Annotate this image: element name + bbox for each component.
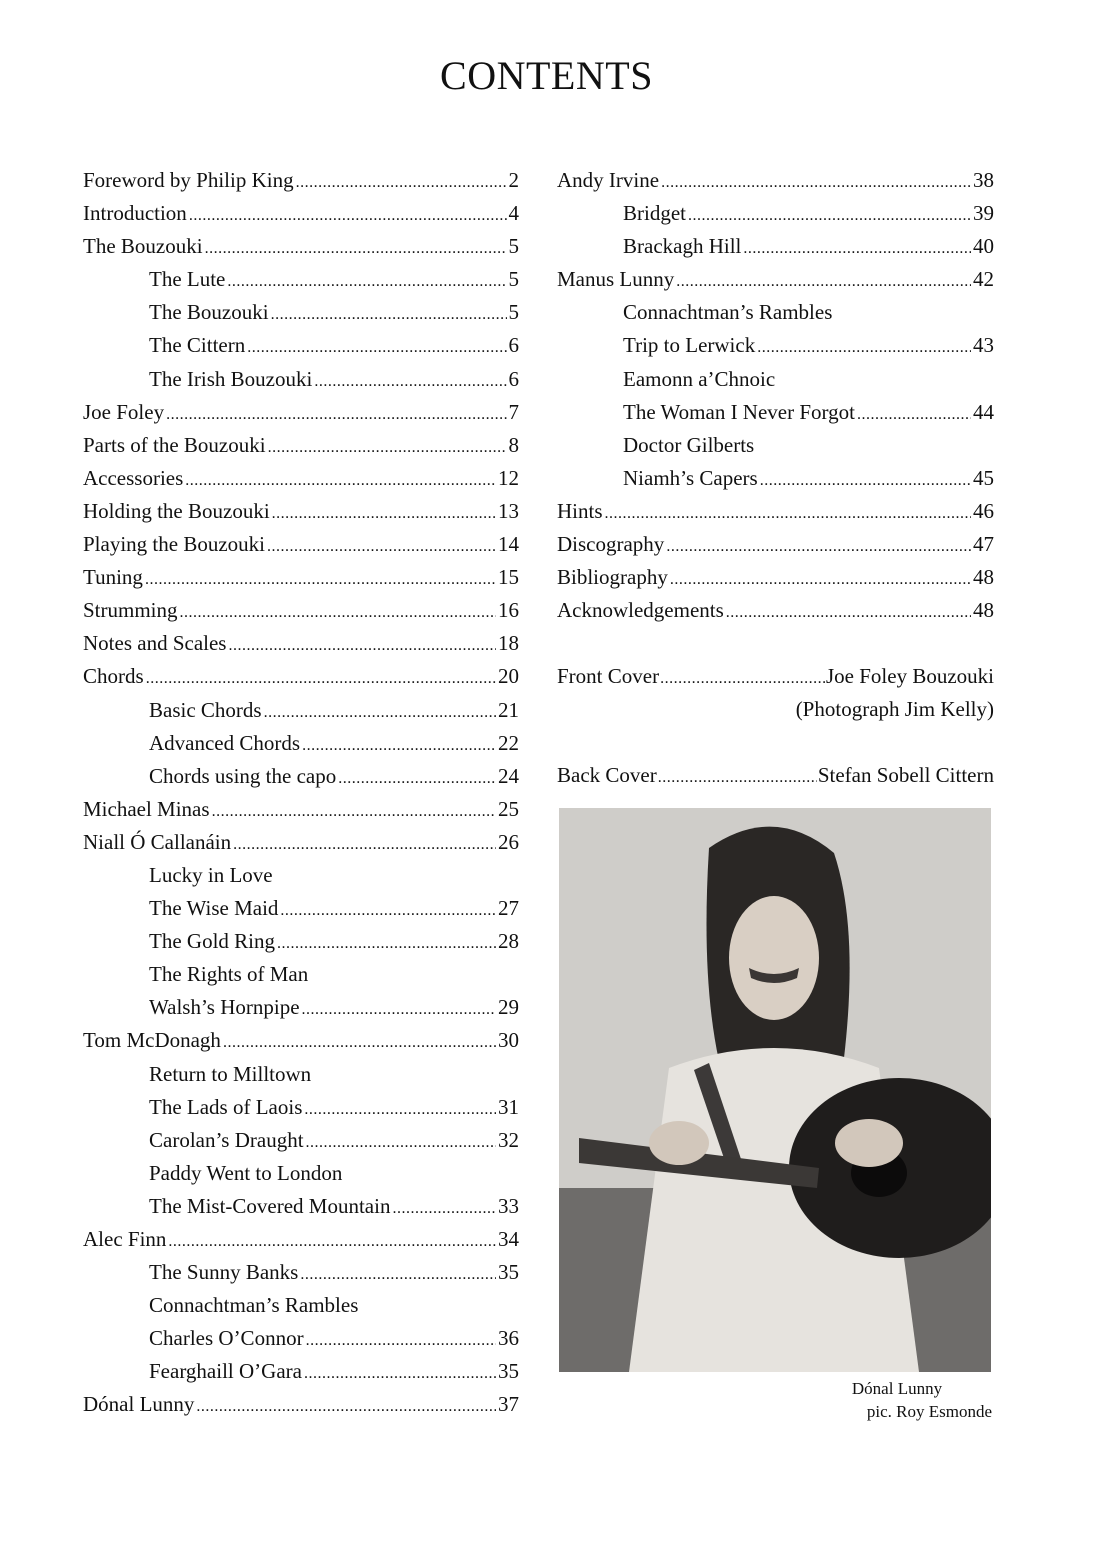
toc-entry bbox=[557, 201, 994, 234]
toc-entry-page: 5 bbox=[508, 300, 519, 325]
toc-entry-page: 31 bbox=[498, 1094, 519, 1119]
back-cover-row bbox=[557, 763, 994, 796]
toc-entry-title: The Rights of Man bbox=[149, 962, 309, 987]
leader-dots bbox=[189, 207, 507, 225]
toc-entry-title: Dónal Lunny bbox=[83, 1392, 195, 1417]
toc-entry-title: Tom McDonagh bbox=[83, 1028, 221, 1053]
toc-entry-title: Hints bbox=[557, 498, 603, 523]
toc-entry bbox=[557, 598, 994, 631]
toc-entry bbox=[557, 333, 994, 366]
toc-entry-title: Tuning bbox=[83, 565, 143, 590]
toc-entry-title: Bibliography bbox=[557, 565, 668, 590]
toc-entry-title: The Mist-Covered Mountain bbox=[149, 1193, 391, 1218]
toc-entry bbox=[557, 300, 994, 333]
leader-dots bbox=[168, 1233, 496, 1251]
toc-entry bbox=[83, 830, 519, 863]
toc-entry-page: 35 bbox=[498, 1359, 519, 1384]
toc-entry-page: 21 bbox=[498, 697, 519, 722]
toc-entry-title: The Cittern bbox=[149, 333, 246, 358]
toc-entry bbox=[83, 300, 519, 333]
leader-dots bbox=[212, 803, 496, 821]
musician-photo bbox=[559, 808, 991, 1372]
toc-entry bbox=[83, 234, 519, 267]
toc-entry-title: The Bouzouki bbox=[149, 300, 269, 325]
toc-entry-title: Paddy Went to London bbox=[149, 1160, 343, 1185]
toc-entry-page: 14 bbox=[498, 532, 519, 557]
toc-entry-title: Connachtman’s Rambles bbox=[149, 1293, 359, 1318]
toc-entry-page: 42 bbox=[973, 267, 994, 292]
toc-entry bbox=[83, 499, 519, 532]
toc-entry-page: 36 bbox=[498, 1326, 519, 1351]
leader-dots bbox=[302, 1001, 496, 1019]
back-cover-value: Stefan Sobell Cittern bbox=[817, 763, 994, 788]
toc-entry bbox=[83, 598, 519, 631]
toc-entry-title: Strumming bbox=[83, 598, 178, 623]
page-title: CONTENTS bbox=[440, 53, 653, 98]
leader-dots bbox=[726, 604, 971, 622]
toc-entry bbox=[83, 764, 519, 797]
leader-dots bbox=[267, 538, 496, 556]
toc-entry-page: 38 bbox=[973, 168, 994, 192]
toc-entry bbox=[83, 466, 519, 499]
toc-entry bbox=[557, 532, 994, 565]
toc-entry-page: 33 bbox=[498, 1193, 519, 1218]
toc-entry-page: 15 bbox=[498, 565, 519, 590]
leader-dots bbox=[268, 439, 507, 457]
leader-dots bbox=[757, 339, 971, 357]
leader-dots bbox=[666, 538, 971, 556]
toc-entry-title: The Bouzouki bbox=[83, 234, 203, 259]
toc-entry-page: 32 bbox=[498, 1127, 519, 1152]
toc-entry bbox=[83, 995, 519, 1028]
toc-entry-page: 22 bbox=[498, 730, 519, 755]
toc-entry-page: 6 bbox=[508, 333, 519, 358]
leader-dots bbox=[392, 1200, 496, 1218]
toc-entry-title: The Woman I Never Forgot bbox=[623, 399, 855, 424]
toc-entry bbox=[557, 433, 994, 466]
toc-entry bbox=[83, 433, 519, 466]
toc-entry-title: Introduction bbox=[83, 201, 187, 226]
toc-entry-title: The Sunny Banks bbox=[149, 1260, 299, 1285]
toc-entry-title: The Gold Ring bbox=[149, 929, 275, 954]
toc-entry bbox=[557, 565, 994, 598]
toc-entry bbox=[83, 1194, 519, 1227]
leader-dots bbox=[271, 306, 507, 324]
leader-dots bbox=[277, 935, 496, 953]
toc-entry bbox=[83, 698, 519, 731]
toc-entry-page: 24 bbox=[498, 763, 519, 788]
toc-entry bbox=[83, 201, 519, 234]
toc-entry bbox=[83, 1161, 519, 1194]
toc-entry-title: Walsh’s Hornpipe bbox=[149, 995, 300, 1020]
toc-entry bbox=[557, 267, 994, 300]
toc-entry-page: 27 bbox=[498, 896, 519, 921]
toc-entry bbox=[557, 400, 994, 433]
toc-entry-title: Parts of the Bouzouki bbox=[83, 432, 266, 457]
leader-dots bbox=[760, 472, 971, 490]
toc-entry bbox=[83, 1293, 519, 1326]
leader-dots bbox=[300, 1266, 496, 1284]
toc-entry-page: 29 bbox=[498, 995, 519, 1020]
leader-dots bbox=[306, 1134, 496, 1152]
toc-entry bbox=[83, 1028, 519, 1061]
leader-dots bbox=[304, 1101, 496, 1119]
toc-entry bbox=[557, 234, 994, 267]
toc-entry-page: 5 bbox=[508, 267, 519, 292]
leader-dots bbox=[658, 769, 817, 787]
toc-entry bbox=[557, 168, 994, 201]
toc-entry-page: 5 bbox=[508, 234, 519, 259]
leader-dots bbox=[185, 472, 496, 490]
leader-dots bbox=[272, 505, 496, 523]
toc-entry-title: Charles O’Connor bbox=[149, 1326, 304, 1351]
toc-entry-page: 25 bbox=[498, 796, 519, 821]
toc-entry-page: 8 bbox=[508, 432, 519, 457]
toc-entry-page: 44 bbox=[973, 399, 994, 424]
toc-entry bbox=[83, 367, 519, 400]
toc-entry-title: Notes and Scales bbox=[83, 631, 227, 656]
toc-entry-page: 30 bbox=[498, 1028, 519, 1053]
leader-dots bbox=[857, 406, 971, 424]
photo-caption-name: Dónal Lunny bbox=[851, 1379, 943, 1398]
toc-entry-page: 20 bbox=[498, 664, 519, 689]
toc-entry-page: 16 bbox=[498, 598, 519, 623]
toc-entry-title: Doctor Gilberts bbox=[623, 432, 755, 457]
toc-entry-page: 7 bbox=[508, 399, 519, 424]
photo-caption-credit: pic. Roy Esmonde bbox=[866, 1402, 992, 1421]
leader-dots bbox=[166, 406, 506, 424]
toc-entry bbox=[83, 1062, 519, 1095]
front-cover-note: (Photograph Jim Kelly) bbox=[795, 697, 994, 722]
toc-entry-title: Holding the Bouzouki bbox=[83, 498, 270, 523]
toc-entry-page: 35 bbox=[498, 1260, 519, 1285]
leader-dots bbox=[264, 704, 496, 722]
leader-dots bbox=[228, 637, 496, 655]
toc-entry-title: The Lute bbox=[149, 267, 226, 292]
front-cover-value: Joe Foley Bouzouki bbox=[826, 664, 994, 689]
toc-entry-page: 13 bbox=[498, 498, 519, 523]
toc-entry bbox=[83, 400, 519, 433]
leader-dots bbox=[304, 1365, 496, 1383]
toc-entry-page: 2 bbox=[508, 168, 519, 192]
toc-entry-title: Discography bbox=[557, 532, 665, 557]
toc-entry-title: Trip to Lerwick bbox=[623, 333, 756, 358]
toc-entry-title: Advanced Chords bbox=[149, 730, 301, 755]
toc-entry bbox=[83, 962, 519, 995]
leader-dots bbox=[314, 373, 506, 391]
toc-entry-title: Return to Milltown bbox=[149, 1061, 312, 1086]
toc-entry-title: Playing the Bouzouki bbox=[83, 532, 265, 557]
toc-entry bbox=[83, 731, 519, 764]
toc-entry-title: Carolan’s Draught bbox=[149, 1127, 304, 1152]
toc-entry-title: The Lads of Laois bbox=[149, 1094, 303, 1119]
leader-dots bbox=[296, 174, 507, 192]
leader-dots bbox=[227, 273, 506, 291]
leader-dots bbox=[676, 273, 971, 291]
toc-entry bbox=[83, 1095, 519, 1128]
toc-entry bbox=[83, 1260, 519, 1293]
toc-entry-page: 28 bbox=[498, 929, 519, 954]
toc-entry-title: The Irish Bouzouki bbox=[149, 366, 313, 391]
leader-dots bbox=[180, 604, 496, 622]
toc-entry bbox=[83, 1392, 519, 1425]
right-entries bbox=[557, 168, 994, 631]
toc-entry bbox=[83, 532, 519, 565]
toc-entry-page: 6 bbox=[508, 366, 519, 391]
toc-entry bbox=[83, 1359, 519, 1392]
toc-entry-title: Bridget bbox=[623, 201, 686, 226]
toc-entry bbox=[83, 565, 519, 598]
leader-dots bbox=[196, 1398, 496, 1416]
leader-dots bbox=[743, 240, 971, 258]
toc-entry-title: Chords bbox=[83, 664, 144, 689]
contents-right-column bbox=[557, 168, 994, 796]
toc-entry-title: Alec Finn bbox=[83, 1227, 167, 1251]
toc-entry bbox=[83, 1128, 519, 1161]
toc-entry-page: 43 bbox=[973, 333, 994, 358]
leader-dots bbox=[247, 339, 506, 357]
toc-entry-title: Andy Irvine bbox=[557, 168, 660, 192]
leader-dots bbox=[302, 737, 496, 755]
toc-entry-page: 45 bbox=[973, 465, 994, 490]
leader-dots bbox=[605, 505, 971, 523]
leader-dots bbox=[306, 1332, 496, 1350]
toc-entry bbox=[83, 929, 519, 962]
toc-entry-title: Michael Minas bbox=[83, 796, 210, 821]
toc-entry-page: 39 bbox=[973, 201, 994, 226]
back-cover-label: Back Cover bbox=[557, 763, 657, 788]
toc-entry-title: Chords using the capo bbox=[149, 763, 337, 788]
toc-entry-title: Niamh’s Capers bbox=[623, 465, 758, 490]
toc-entry-title: Lucky in Love bbox=[149, 862, 273, 887]
toc-entry-title: Basic Chords bbox=[149, 697, 262, 722]
front-cover-label: Front Cover bbox=[557, 664, 660, 689]
leader-dots bbox=[688, 207, 971, 225]
toc-entry-title: Foreword by Philip King bbox=[83, 168, 294, 192]
toc-entry-title: Fearghaill O’Gara bbox=[149, 1359, 302, 1384]
toc-entry-title: Acknowledgements bbox=[557, 598, 724, 623]
toc-entry-page: 47 bbox=[973, 532, 994, 557]
toc-entry-page: 12 bbox=[498, 465, 519, 490]
leader-dots bbox=[145, 571, 496, 589]
leader-dots bbox=[223, 1034, 496, 1052]
toc-entry-title: The Wise Maid bbox=[149, 896, 279, 921]
toc-entry bbox=[83, 664, 519, 697]
toc-entry-page: 26 bbox=[498, 829, 519, 854]
toc-entry-title: Connachtman’s Rambles bbox=[623, 300, 833, 325]
toc-entry bbox=[83, 267, 519, 300]
toc-entry-page: 37 bbox=[498, 1392, 519, 1417]
leader-dots bbox=[280, 902, 496, 920]
contents-left-column bbox=[83, 168, 519, 1426]
leader-dots bbox=[338, 770, 496, 788]
toc-entry-title: Eamonn a’Chnoic bbox=[623, 366, 776, 391]
toc-entry bbox=[83, 631, 519, 664]
toc-entry bbox=[83, 333, 519, 366]
toc-entry bbox=[83, 863, 519, 896]
toc-entry-title: Accessories bbox=[83, 465, 184, 490]
leader-dots bbox=[205, 240, 507, 258]
toc-entry-title: Niall Ó Callanáin bbox=[83, 829, 232, 854]
toc-entry-page: 40 bbox=[973, 234, 994, 259]
toc-entry bbox=[557, 367, 994, 400]
toc-entry bbox=[83, 797, 519, 830]
leader-dots bbox=[660, 670, 825, 688]
toc-entry bbox=[83, 896, 519, 929]
leader-dots bbox=[233, 836, 496, 854]
toc-entry-title: Joe Foley bbox=[83, 399, 165, 424]
toc-entry-page: 48 bbox=[973, 598, 994, 623]
leader-dots bbox=[670, 571, 971, 589]
toc-entry-page: 46 bbox=[973, 498, 994, 523]
photo-illustration bbox=[559, 808, 991, 1372]
toc-entry-title: Brackagh Hill bbox=[623, 234, 742, 259]
toc-entry bbox=[83, 1227, 519, 1260]
toc-entry bbox=[557, 466, 994, 499]
toc-entry-title: Manus Lunny bbox=[557, 267, 675, 292]
leader-dots bbox=[146, 670, 496, 688]
toc-entry bbox=[83, 1326, 519, 1359]
toc-entry-page: 48 bbox=[973, 565, 994, 590]
toc-entry-page: 18 bbox=[498, 631, 519, 656]
toc-entry bbox=[83, 168, 519, 201]
toc-entry bbox=[557, 499, 994, 532]
front-cover-row bbox=[557, 664, 994, 697]
toc-entry-page: 4 bbox=[508, 201, 519, 226]
toc-entry-page: 34 bbox=[498, 1227, 519, 1251]
leader-dots bbox=[661, 174, 971, 192]
